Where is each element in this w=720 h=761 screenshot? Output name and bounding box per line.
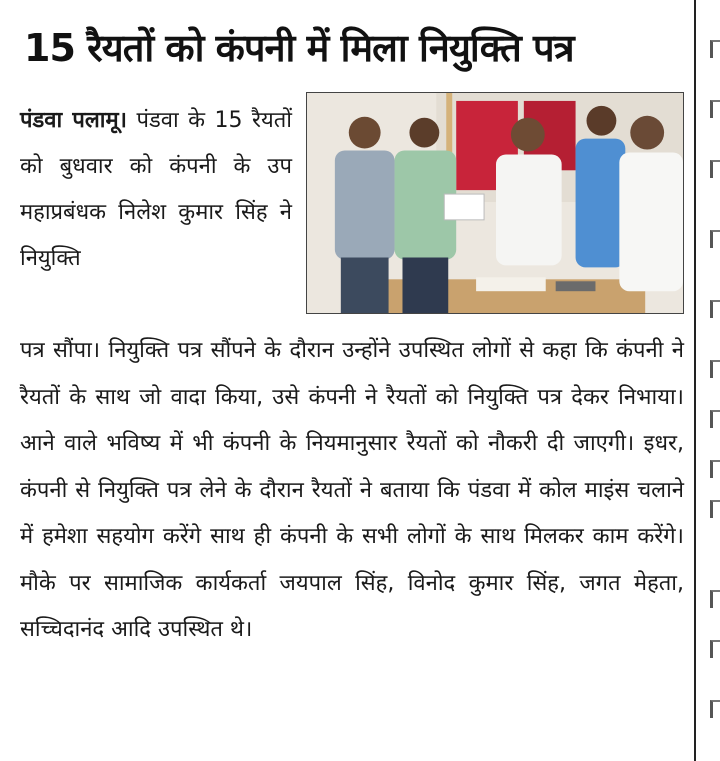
intro-text: पंडवा के 15 रैयतों को बुधवार को कंपनी के उप महाप्रबंधक निलेश कुमार सिंह ने नियुक्ति: [20, 108, 292, 271]
article-photo: [306, 92, 684, 314]
column-rule: [694, 0, 696, 761]
article-body: पत्र सौंपा। नियुक्ति पत्र सौंपने के दौरान उन्होंने उपस्थित लोगों से कहा कि कंपनी ने रैयतों के साथ जो वादा किया, उसे कंपनी ने रैयतों को नियुक्ति पत्र देकर निभाया। आने वाले भविष्य में भी कंपनी के नियमानुसार रैयतों को नौकरी दी जाएगी। इधर, कंपनी से नियुक्ति पत्र लेने के दौरान रैयतों ने बताया कि पंडवा में कोल माइंस चलाने में हमेशा सहयोग करेंगे साथ ही कंपनी के सभी लोगों के साथ मिलकर काम करेंगे। मौके पर सामाजिक कार्यकर्ता जयपाल सिंह, विनोद कुमार सिंह, जगत मेहता, सच्चिदानंद आदि उपस्थित थे।: [20, 338, 684, 642]
group-handing-letter-image: [307, 93, 683, 313]
adjacent-column-fragment: [700, 0, 720, 761]
article-intro: [20, 98, 292, 282]
dateline: पंडवा पलामू।: [20, 108, 127, 133]
headline: 15 रैयतों को कंपनी में मिला नियुक्ति पत्र: [24, 26, 574, 70]
